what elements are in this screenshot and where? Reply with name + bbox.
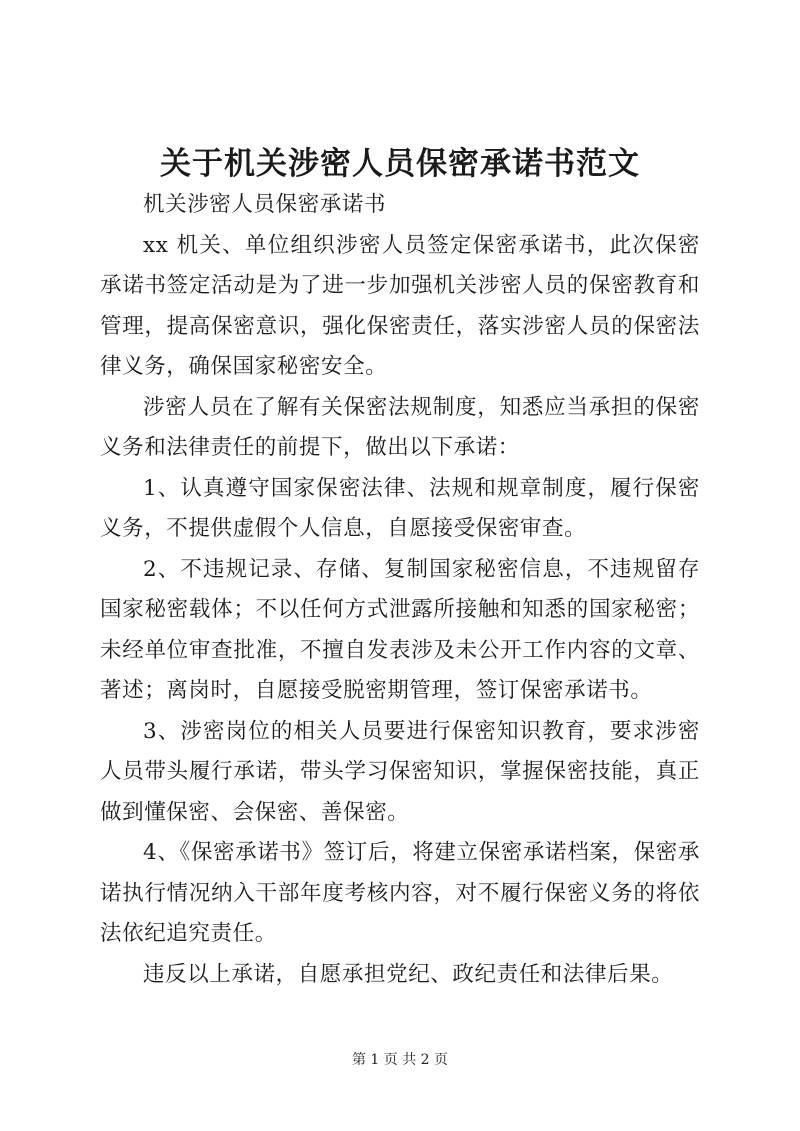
paragraph-item-4: 4、《保密承诺书》签订后，将建立保密承诺档案，保密承诺执行情况纳入干部年度考核内容，对不履行保密义务的将依法依纪追究责任。 [100, 840, 700, 946]
paragraph-intro: xx 机关、单位组织涉密人员签定保密承诺书，此次保密承诺书签定活动是为了进一步加强机关涉密人员的保密教育和管理，提高保密意识，强化保密责任，落实涉密人员的保密法律义务，确保国家秘密安全。 [100, 232, 700, 379]
paragraph-subtitle: 机关涉密人员保密承诺书 [143, 192, 387, 217]
document-body [100, 185, 700, 995]
paragraph-premise: 涉密人员在了解有关保密法规制度，知悉应当承担的保密义务和法律责任的前提下，做出以下承诺： [100, 394, 700, 460]
paragraph-item-2: 2、不违规记录、存储、复制国家秘密信息，不违规留存国家秘密载体；不以任何方式泄露所接触和知悉的国家秘密；未经单位审查批准，不擅自发表涉及未公开工作内容的文章、著述；离岗时，自愿接受脱密期管理，签订保密承诺书。 [100, 556, 700, 703]
document-title: 关于机关涉密人员保密承诺书范文 [160, 146, 640, 182]
paragraph-item-3: 3、涉密岗位的相关人员要进行保密知识教育，要求涉密人员带头履行承诺，带头学习保密知识，掌握保密技能，真正做到懂保密、会保密、善保密。 [100, 718, 700, 825]
paragraph-closing: 违反以上承诺，自愿承担党纪、政纪责任和法律后果。 [143, 961, 674, 987]
paragraph-item-1: 1、认真遵守国家保密法律、法规和规章制度，履行保密义务，不提供虚假个人信息，自愿接受保密审查。 [100, 475, 700, 541]
page-number-footer: 第 1 页 共 2 页 [351, 1052, 449, 1068]
